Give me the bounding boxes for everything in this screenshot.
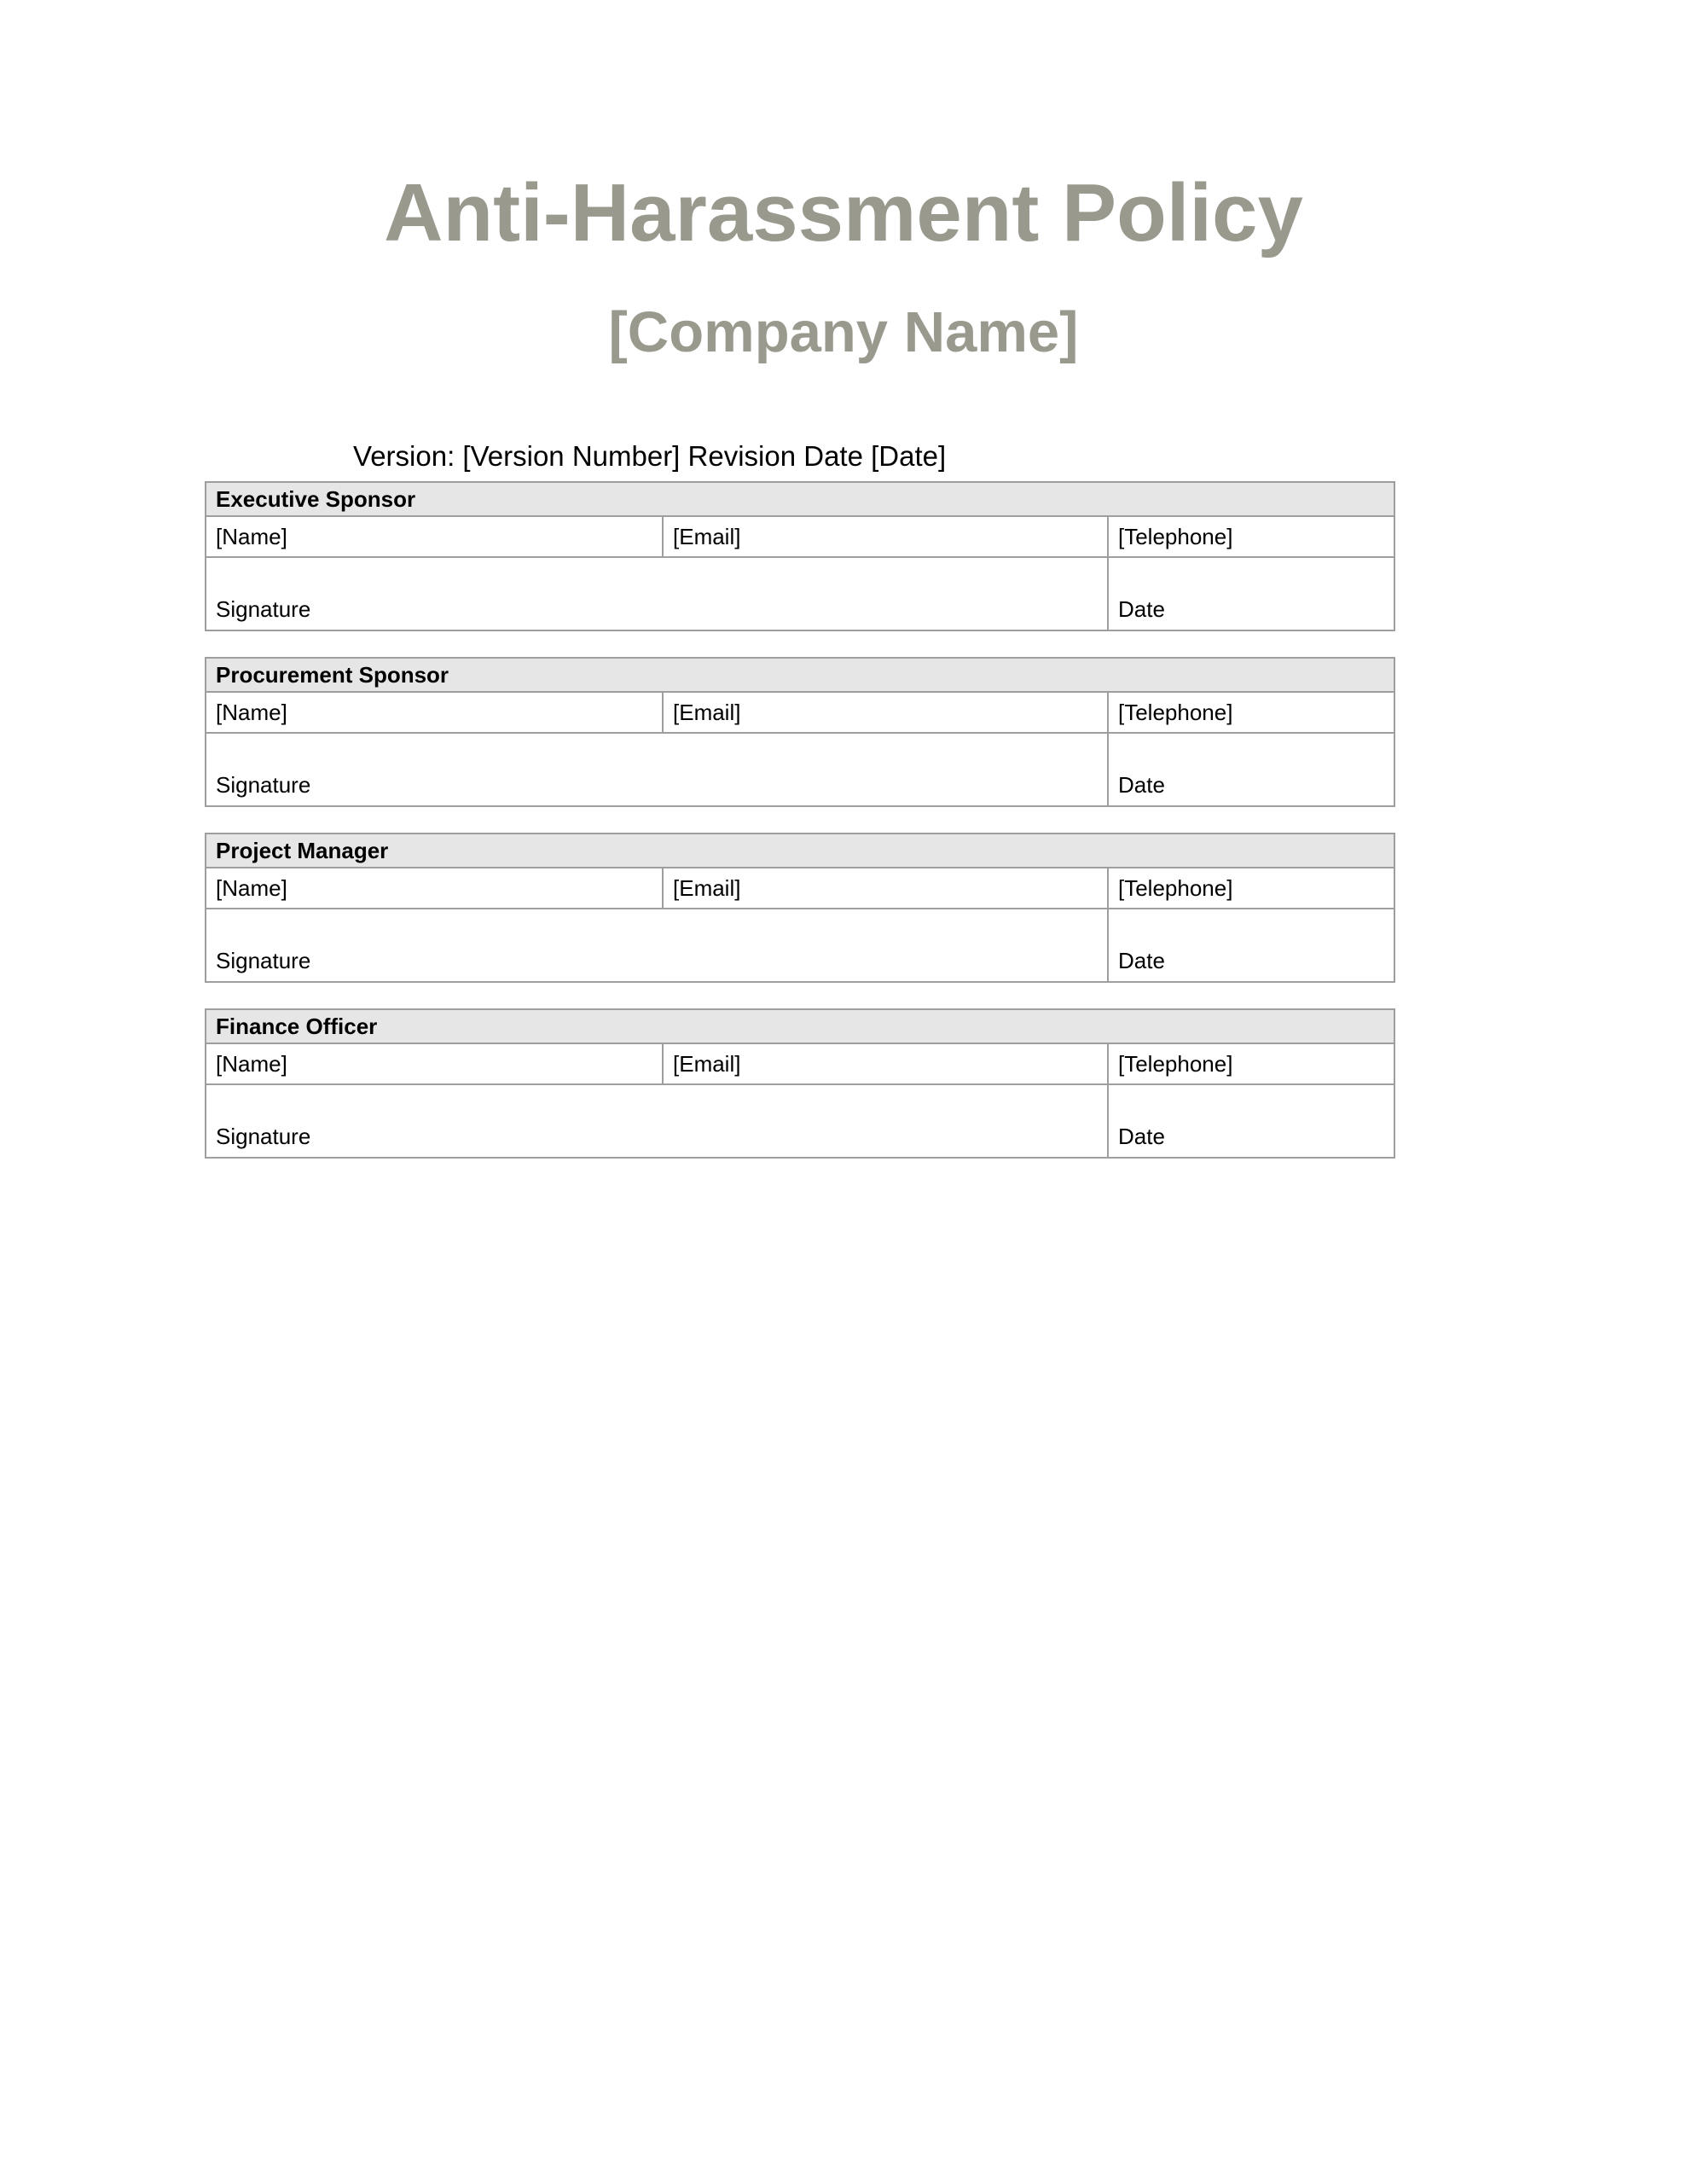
signature-field[interactable]: Signature — [206, 909, 1108, 982]
document-title: Anti-Harassment Policy — [384, 167, 1303, 258]
role-header: Procurement Sponsor — [206, 658, 1394, 692]
signature-field[interactable]: Signature — [206, 1084, 1108, 1158]
signature-table-project-manager — [205, 833, 1395, 983]
date-field[interactable]: Date — [1108, 909, 1394, 982]
name-field[interactable]: [Name] — [206, 516, 663, 557]
role-header: Executive Sponsor — [206, 482, 1394, 516]
email-field[interactable]: [Email] — [663, 692, 1108, 733]
name-field[interactable]: [Name] — [206, 1043, 663, 1084]
version-line: Version: [Version Number] Revision Date [Date] — [353, 440, 947, 472]
telephone-field[interactable]: [Telephone] — [1108, 868, 1394, 909]
signature-field[interactable]: Signature — [206, 733, 1108, 806]
telephone-field[interactable]: [Telephone] — [1108, 692, 1394, 733]
date-field[interactable]: Date — [1108, 557, 1394, 630]
name-field[interactable]: [Name] — [206, 868, 663, 909]
email-field[interactable]: [Email] — [663, 1043, 1108, 1084]
email-field[interactable]: [Email] — [663, 516, 1108, 557]
role-header: Finance Officer — [206, 1009, 1394, 1043]
telephone-field[interactable]: [Telephone] — [1108, 516, 1394, 557]
company-name: [Company Name] — [608, 300, 1079, 364]
telephone-field[interactable]: [Telephone] — [1108, 1043, 1394, 1084]
date-field[interactable]: Date — [1108, 1084, 1394, 1158]
signature-table-procurement-sponsor — [205, 657, 1395, 807]
name-field[interactable]: [Name] — [206, 692, 663, 733]
email-field[interactable]: [Email] — [663, 868, 1108, 909]
signature-field[interactable]: Signature — [206, 557, 1108, 630]
date-field[interactable]: Date — [1108, 733, 1394, 806]
role-header: Project Manager — [206, 834, 1394, 868]
signature-table-executive-sponsor — [205, 481, 1395, 631]
signature-table-finance-officer — [205, 1008, 1395, 1159]
